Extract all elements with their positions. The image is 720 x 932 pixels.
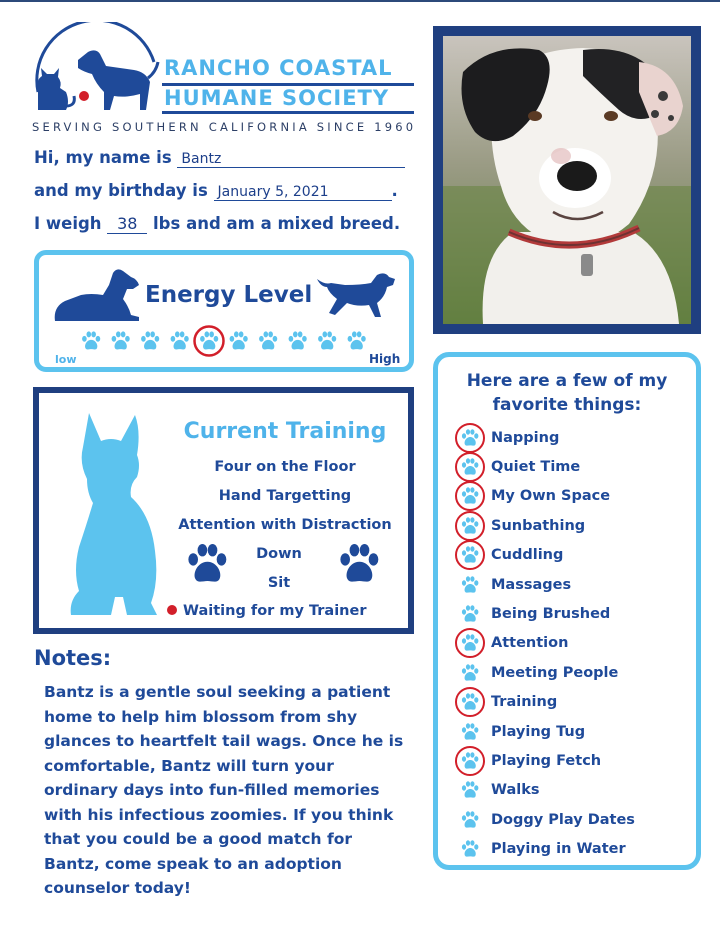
current-training-panel — [33, 387, 414, 634]
training-item: Sit — [267, 575, 291, 591]
pet-weight: 38 — [107, 214, 147, 234]
birthday-suffix: . — [391, 181, 398, 200]
energy-paw-icon — [141, 331, 159, 349]
training-item: Down — [256, 546, 302, 562]
paw-icon — [460, 457, 480, 477]
selected-circle-marker — [455, 746, 485, 776]
selected-circle-marker — [455, 687, 485, 717]
training-item: Attention with Distraction — [178, 517, 392, 533]
selected-circle-marker — [455, 628, 485, 658]
org-name-line2: HUMANE SOCIETY — [164, 86, 390, 110]
favorite-item-label: Training — [491, 694, 558, 711]
favorite-item-label: Quiet Time — [491, 459, 581, 476]
favorite-item-label: Massages — [491, 576, 572, 593]
selected-circle-marker — [455, 511, 485, 541]
paw-icon — [460, 428, 480, 448]
favorite-item-label: Sunbathing — [491, 517, 586, 534]
favorite-item — [460, 423, 635, 452]
favorite-item — [460, 511, 635, 540]
paw-icon — [335, 541, 383, 587]
energy-paw-icon — [171, 331, 189, 349]
favorites-list — [460, 423, 635, 864]
energy-paw-icon — [259, 331, 277, 349]
energy-title: Energy Level — [145, 282, 313, 308]
favorite-item — [460, 746, 635, 775]
paw-icon — [460, 575, 480, 595]
dog-jumping-icon — [315, 269, 397, 321]
favorite-item — [460, 452, 635, 481]
selected-circle-marker — [455, 423, 485, 453]
cat-dog-logo-icon — [30, 22, 160, 114]
favorite-item-label: Walks — [491, 782, 540, 799]
favorite-item — [460, 688, 635, 717]
paw-icon — [460, 751, 480, 771]
energy-paw-icon — [82, 331, 100, 349]
notes-body: Bantz is a gentle soul seeking a patient home to help him blossom from shy glances to heartfelt tail wags. Once he is comfortable, Bantz will turn your ordinary days into fun-filled memories with his infectious zoomies. If you think that you could be a good match for Bantz, come speak to an adoption counselor today! — [44, 683, 404, 897]
org-tagline: SERVING SOUTHERN CALIFORNIA SINCE 1960 — [32, 120, 417, 134]
weight-suffix: lbs and am a mixed breed. — [153, 214, 401, 233]
notes-title: Notes: — [34, 646, 112, 670]
favorite-item-label: Playing Tug — [491, 723, 586, 740]
energy-paw-icon — [318, 331, 336, 349]
favorite-item — [460, 482, 635, 511]
favorite-item-label: My Own Space — [491, 488, 611, 505]
name-prefix: Hi, my name is — [34, 148, 172, 167]
selected-circle-marker — [455, 540, 485, 570]
favorite-item-label: Cuddling — [491, 547, 564, 564]
favorite-item — [460, 599, 635, 628]
paw-icon — [460, 780, 480, 800]
favorite-item-label: Playing in Water — [491, 841, 626, 858]
intro-weight-line — [34, 214, 400, 234]
pet-name: Bantz — [177, 151, 405, 168]
dog-photo — [443, 36, 691, 324]
dog-photo-frame — [433, 26, 701, 334]
favorite-item — [460, 658, 635, 687]
paw-icon — [460, 633, 480, 653]
top-border — [0, 0, 720, 2]
training-status — [167, 603, 366, 619]
dog-lying-icon — [51, 265, 143, 323]
energy-high-label: High — [369, 352, 401, 366]
paw-icon — [460, 722, 480, 742]
paw-icon — [460, 486, 480, 506]
favorite-item — [460, 776, 635, 805]
paw-icon — [460, 604, 480, 624]
intro-name-line — [34, 148, 405, 168]
favorite-item — [460, 834, 635, 863]
favorite-item-label: Doggy Play Dates — [491, 811, 635, 828]
paw-icon — [460, 663, 480, 683]
birthday-prefix: and my birthday is — [34, 181, 208, 200]
energy-paw-icon — [348, 331, 366, 349]
intro-birthday-line — [34, 181, 398, 201]
selected-circle-marker — [455, 481, 485, 511]
paw-icon — [460, 692, 480, 712]
pet-birthday: January 5, 2021 — [214, 184, 392, 201]
training-title: Current Training — [183, 419, 387, 444]
favorite-things-panel — [433, 352, 701, 870]
energy-low-label: low — [55, 353, 77, 366]
energy-paw-icon — [289, 331, 307, 349]
favorite-item-label: Meeting People — [491, 664, 619, 681]
status-dot-icon — [167, 605, 177, 615]
favorites-title: Here are a few of my favorite things: — [466, 371, 668, 415]
energy-paw-scale — [77, 325, 377, 357]
favorite-item-label: Being Brushed — [491, 606, 611, 623]
energy-paw-icon — [230, 331, 248, 349]
favorite-item — [460, 629, 635, 658]
paw-icon — [460, 810, 480, 830]
favorite-item — [460, 570, 635, 599]
paw-icon — [460, 545, 480, 565]
energy-paw-icon — [112, 331, 130, 349]
favorite-item-label: Napping — [491, 429, 560, 446]
org-name-line1: RANCHO COASTAL — [164, 56, 393, 80]
favorite-item — [460, 717, 635, 746]
training-item: Hand Targetting — [218, 488, 352, 504]
weight-prefix: I weigh — [34, 214, 102, 233]
energy-paw-icon — [200, 331, 218, 349]
paw-icon — [183, 541, 231, 587]
selected-circle-marker — [455, 452, 485, 482]
energy-level-panel — [34, 250, 414, 372]
logo-rule-bottom — [162, 111, 414, 114]
favorite-item — [460, 805, 635, 834]
favorite-item-label: Playing Fetch — [491, 752, 602, 769]
training-item: Four on the Floor — [214, 459, 356, 475]
org-logo — [30, 22, 420, 140]
favorite-item — [460, 541, 635, 570]
training-status-label: Waiting for my Trainer — [183, 603, 367, 619]
paw-icon — [460, 839, 480, 859]
paw-icon — [460, 516, 480, 536]
dog-sitting-silhouette-icon — [67, 411, 163, 617]
favorite-item-label: Attention — [491, 635, 569, 652]
